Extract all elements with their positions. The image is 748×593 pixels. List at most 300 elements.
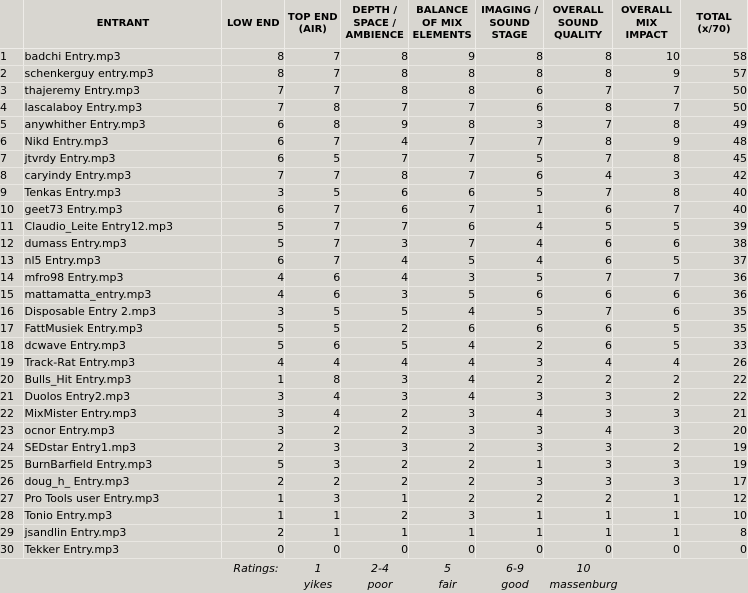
table-row [0, 338, 748, 355]
top-end-cell: 1 [285, 525, 341, 542]
rating-value: 1 [314, 562, 322, 575]
imaging-cell: 3 [476, 355, 544, 372]
top-end-cell: 4 [285, 355, 341, 372]
low-end-cell: 6 [222, 134, 285, 151]
impact-cell: 3 [613, 423, 681, 440]
top-end-cell: 7 [285, 168, 341, 185]
depth-cell: 4 [341, 355, 409, 372]
top-end-cell: 7 [285, 134, 341, 151]
top-end-cell: 2 [285, 423, 341, 440]
low-end-cell: 2 [222, 525, 285, 542]
impact-cell: 1 [613, 491, 681, 508]
rating-word: poor [367, 578, 393, 591]
depth-cell: 8 [341, 168, 409, 185]
rank-cell: 16 [0, 304, 24, 321]
impact-cell: 2 [613, 389, 681, 406]
impact-cell: 7 [613, 270, 681, 287]
balance-cell: 7 [409, 202, 476, 219]
depth-cell: 7 [341, 151, 409, 168]
entrant-cell: schenkerguy entry.mp3 [24, 66, 222, 83]
quality-cell: 2 [544, 372, 613, 389]
table-row [0, 168, 748, 185]
depth-cell: 3 [341, 236, 409, 253]
table-row [0, 525, 748, 542]
balance-cell: 5 [409, 287, 476, 304]
quality-cell: 4 [544, 355, 613, 372]
quality-cell: 7 [544, 117, 613, 134]
low-end-cell: 8 [222, 66, 285, 83]
ratings-label: Ratings: [233, 562, 279, 575]
quality-cell: 6 [544, 236, 613, 253]
imaging-cell: 2 [476, 372, 544, 389]
total-cell: 22 [681, 389, 748, 406]
entrant-cell: jtvrdy Entry.mp3 [24, 151, 222, 168]
impact-cell: 9 [613, 66, 681, 83]
header-quality: OVERALL SOUND QUALITY [544, 0, 613, 49]
rating-word: good [501, 578, 529, 591]
depth-cell: 3 [341, 389, 409, 406]
top-end-cell: 0 [285, 542, 341, 559]
entrant-cell: Nikd Entry.mp3 [24, 134, 222, 151]
total-cell: 50 [681, 83, 748, 100]
imaging-cell: 3 [476, 389, 544, 406]
rank-cell: 4 [0, 100, 24, 117]
table-row [0, 355, 748, 372]
imaging-cell: 0 [476, 542, 544, 559]
balance-cell: 7 [409, 236, 476, 253]
rank-cell: 26 [0, 474, 24, 491]
balance-cell: 4 [409, 338, 476, 355]
impact-cell: 3 [613, 406, 681, 423]
total-cell: 17 [681, 474, 748, 491]
impact-cell: 7 [613, 202, 681, 219]
table-row [0, 542, 748, 559]
rank-cell: 7 [0, 151, 24, 168]
imaging-cell: 6 [476, 83, 544, 100]
imaging-cell: 7 [476, 134, 544, 151]
rank-cell: 25 [0, 457, 24, 474]
table-row [0, 423, 748, 440]
depth-cell: 6 [341, 185, 409, 202]
imaging-cell: 6 [476, 321, 544, 338]
rank-cell: 30 [0, 542, 24, 559]
rank-cell: 13 [0, 253, 24, 270]
table-row [0, 491, 748, 508]
imaging-cell: 4 [476, 219, 544, 236]
imaging-cell: 4 [476, 236, 544, 253]
impact-cell: 3 [613, 474, 681, 491]
quality-cell: 6 [544, 321, 613, 338]
table-body [0, 49, 748, 559]
impact-cell: 9 [613, 134, 681, 151]
rating-word: massenburg [549, 578, 618, 591]
rank-cell: 18 [0, 338, 24, 355]
entrant-cell: lascalaboy Entry.mp3 [24, 100, 222, 117]
total-cell: 58 [681, 49, 748, 66]
balance-cell: 6 [409, 185, 476, 202]
table-row [0, 49, 748, 66]
table-row [0, 508, 748, 525]
entrant-cell: Duolos Entry2.mp3 [24, 389, 222, 406]
rank-cell: 22 [0, 406, 24, 423]
low-end-cell: 1 [222, 372, 285, 389]
depth-cell: 4 [341, 134, 409, 151]
imaging-cell: 6 [476, 100, 544, 117]
low-end-cell: 5 [222, 219, 285, 236]
quality-cell: 1 [544, 508, 613, 525]
depth-cell: 5 [341, 304, 409, 321]
total-cell: 36 [681, 270, 748, 287]
table-row [0, 219, 748, 236]
imaging-cell: 2 [476, 338, 544, 355]
balance-cell: 2 [409, 457, 476, 474]
top-end-cell: 6 [285, 270, 341, 287]
low-end-cell: 3 [222, 389, 285, 406]
entrant-cell: geet73 Entry.mp3 [24, 202, 222, 219]
balance-cell: 1 [409, 525, 476, 542]
balance-cell: 2 [409, 491, 476, 508]
top-end-cell: 8 [285, 100, 341, 117]
balance-cell: 3 [409, 406, 476, 423]
depth-cell: 6 [341, 202, 409, 219]
top-end-cell: 7 [285, 219, 341, 236]
impact-cell: 2 [613, 440, 681, 457]
quality-cell: 3 [544, 457, 613, 474]
table-row [0, 474, 748, 491]
quality-cell: 2 [544, 491, 613, 508]
entrant-cell: jsandlin Entry.mp3 [24, 525, 222, 542]
rank-cell: 20 [0, 372, 24, 389]
total-cell: 45 [681, 151, 748, 168]
impact-cell: 3 [613, 168, 681, 185]
depth-cell: 2 [341, 423, 409, 440]
total-cell: 49 [681, 117, 748, 134]
rank-cell: 12 [0, 236, 24, 253]
balance-cell: 8 [409, 117, 476, 134]
top-end-cell: 4 [285, 389, 341, 406]
imaging-cell: 4 [476, 253, 544, 270]
depth-cell: 1 [341, 525, 409, 542]
header-impact: OVERALL MIX IMPACT [613, 0, 681, 49]
entrant-cell: caryindy Entry.mp3 [24, 168, 222, 185]
total-cell: 39 [681, 219, 748, 236]
top-end-cell: 4 [285, 406, 341, 423]
rating-value: 5 [444, 562, 451, 575]
table-row [0, 457, 748, 474]
imaging-cell: 6 [476, 287, 544, 304]
quality-cell: 7 [544, 83, 613, 100]
entrant-cell: FattMusiek Entry.mp3 [24, 321, 222, 338]
quality-cell: 8 [544, 66, 613, 83]
entrant-cell: badchi Entry.mp3 [24, 49, 222, 66]
imaging-cell: 3 [476, 117, 544, 134]
low-end-cell: 7 [222, 168, 285, 185]
rating-value: 10 [576, 562, 591, 575]
low-end-cell: 3 [222, 406, 285, 423]
entrant-cell: thajeremy Entry.mp3 [24, 83, 222, 100]
top-end-cell: 2 [285, 474, 341, 491]
rank-cell: 1 [0, 49, 24, 66]
balance-cell: 5 [409, 253, 476, 270]
entrant-cell: dumass Entry.mp3 [24, 236, 222, 253]
low-end-cell: 3 [222, 185, 285, 202]
low-end-cell: 4 [222, 270, 285, 287]
entrant-cell: dcwave Entry.mp3 [24, 338, 222, 355]
rank-cell: 24 [0, 440, 24, 457]
header-imaging: IMAGING / SOUND STAGE [476, 0, 544, 49]
depth-cell: 2 [341, 457, 409, 474]
entrant-cell: Disposable Entry 2.mp3 [24, 304, 222, 321]
low-end-cell: 6 [222, 253, 285, 270]
impact-cell: 3 [613, 457, 681, 474]
table-row [0, 100, 748, 117]
total-cell: 22 [681, 372, 748, 389]
table-row [0, 185, 748, 202]
depth-cell: 8 [341, 83, 409, 100]
low-end-cell: 5 [222, 321, 285, 338]
quality-cell: 4 [544, 423, 613, 440]
depth-cell: 2 [341, 474, 409, 491]
balance-cell: 7 [409, 168, 476, 185]
imaging-cell: 4 [476, 406, 544, 423]
impact-cell: 2 [613, 372, 681, 389]
entrant-cell: Claudio_Leite Entry12.mp3 [24, 219, 222, 236]
imaging-cell: 3 [476, 440, 544, 457]
total-cell: 0 [681, 542, 748, 559]
quality-cell: 7 [544, 185, 613, 202]
header-depth: DEPTH / SPACE / AMBIENCE [341, 0, 409, 49]
header-top_end: TOP END (AIR) [285, 0, 341, 49]
rank-cell: 21 [0, 389, 24, 406]
low-end-cell: 8 [222, 49, 285, 66]
total-cell: 37 [681, 253, 748, 270]
top-end-cell: 7 [285, 66, 341, 83]
quality-cell: 6 [544, 338, 613, 355]
top-end-cell: 6 [285, 338, 341, 355]
header-row [0, 0, 748, 49]
imaging-cell: 3 [476, 423, 544, 440]
table-row [0, 66, 748, 83]
top-end-cell: 5 [285, 185, 341, 202]
total-cell: 26 [681, 355, 748, 372]
balance-cell: 2 [409, 440, 476, 457]
top-end-cell: 8 [285, 372, 341, 389]
imaging-cell: 5 [476, 151, 544, 168]
entrant-cell: Tekker Entry.mp3 [24, 542, 222, 559]
impact-cell: 8 [613, 185, 681, 202]
low-end-cell: 6 [222, 117, 285, 134]
impact-cell: 5 [613, 219, 681, 236]
depth-cell: 1 [341, 491, 409, 508]
top-end-cell: 7 [285, 236, 341, 253]
top-end-cell: 3 [285, 457, 341, 474]
entrant-cell: Tonio Entry.mp3 [24, 508, 222, 525]
balance-cell: 8 [409, 66, 476, 83]
low-end-cell: 6 [222, 202, 285, 219]
low-end-cell: 2 [222, 440, 285, 457]
balance-cell: 4 [409, 355, 476, 372]
entrant-cell: mfro98 Entry.mp3 [24, 270, 222, 287]
depth-cell: 7 [341, 100, 409, 117]
rank-cell: 11 [0, 219, 24, 236]
header-total: TOTAL (x/70) [681, 0, 748, 49]
impact-cell: 7 [613, 83, 681, 100]
table-row [0, 270, 748, 287]
imaging-cell: 1 [476, 508, 544, 525]
depth-cell: 4 [341, 253, 409, 270]
impact-cell: 1 [613, 508, 681, 525]
total-cell: 48 [681, 134, 748, 151]
rank-cell: 5 [0, 117, 24, 134]
rank-cell: 14 [0, 270, 24, 287]
balance-cell: 2 [409, 474, 476, 491]
total-cell: 50 [681, 100, 748, 117]
total-cell: 12 [681, 491, 748, 508]
impact-cell: 6 [613, 236, 681, 253]
entrant-cell: MixMister Entry.mp3 [24, 406, 222, 423]
entrant-cell: SEDstar Entry1.mp3 [24, 440, 222, 457]
impact-cell: 5 [613, 253, 681, 270]
quality-cell: 1 [544, 525, 613, 542]
quality-cell: 6 [544, 202, 613, 219]
entrant-cell: Track-Rat Entry.mp3 [24, 355, 222, 372]
balance-cell: 4 [409, 372, 476, 389]
rank-cell: 10 [0, 202, 24, 219]
rating-word: yikes [303, 578, 333, 591]
impact-cell: 4 [613, 355, 681, 372]
rank-cell: 17 [0, 321, 24, 338]
impact-cell: 1 [613, 525, 681, 542]
rank-cell: 29 [0, 525, 24, 542]
balance-cell: 4 [409, 389, 476, 406]
impact-cell: 5 [613, 321, 681, 338]
table-row [0, 202, 748, 219]
low-end-cell: 5 [222, 236, 285, 253]
balance-cell: 7 [409, 100, 476, 117]
balance-cell: 6 [409, 219, 476, 236]
rank-cell: 6 [0, 134, 24, 151]
depth-cell: 0 [341, 542, 409, 559]
imaging-cell: 1 [476, 202, 544, 219]
rank-cell: 8 [0, 168, 24, 185]
low-end-cell: 1 [222, 508, 285, 525]
quality-cell: 7 [544, 151, 613, 168]
quality-cell: 6 [544, 287, 613, 304]
total-cell: 40 [681, 202, 748, 219]
depth-cell: 2 [341, 406, 409, 423]
imaging-cell: 5 [476, 270, 544, 287]
rank-cell: 3 [0, 83, 24, 100]
top-end-cell: 3 [285, 440, 341, 457]
quality-cell: 4 [544, 168, 613, 185]
balance-cell: 6 [409, 321, 476, 338]
depth-cell: 9 [341, 117, 409, 134]
low-end-cell: 5 [222, 338, 285, 355]
total-cell: 21 [681, 406, 748, 423]
impact-cell: 10 [613, 49, 681, 66]
quality-cell: 7 [544, 270, 613, 287]
depth-cell: 8 [341, 49, 409, 66]
table-row [0, 406, 748, 423]
balance-cell: 4 [409, 304, 476, 321]
entrant-cell: doug_h_ Entry.mp3 [24, 474, 222, 491]
total-cell: 8 [681, 525, 748, 542]
entrant-cell: nl5 Entry.mp3 [24, 253, 222, 270]
balance-cell: 3 [409, 423, 476, 440]
top-end-cell: 7 [285, 202, 341, 219]
low-end-cell: 2 [222, 474, 285, 491]
entrant-cell: BurnBarfield Entry.mp3 [24, 457, 222, 474]
quality-cell: 5 [544, 219, 613, 236]
top-end-cell: 5 [285, 304, 341, 321]
quality-cell: 6 [544, 253, 613, 270]
quality-cell: 3 [544, 406, 613, 423]
table-row [0, 287, 748, 304]
rank-cell: 19 [0, 355, 24, 372]
total-cell: 20 [681, 423, 748, 440]
imaging-cell: 8 [476, 66, 544, 83]
top-end-cell: 6 [285, 287, 341, 304]
table-row [0, 134, 748, 151]
balance-cell: 7 [409, 151, 476, 168]
rank-cell: 9 [0, 185, 24, 202]
depth-cell: 2 [341, 508, 409, 525]
balance-cell: 0 [409, 542, 476, 559]
rank-cell: 23 [0, 423, 24, 440]
imaging-cell: 2 [476, 491, 544, 508]
depth-cell: 7 [341, 219, 409, 236]
low-end-cell: 1 [222, 491, 285, 508]
entrant-cell: ocnor Entry.mp3 [24, 423, 222, 440]
impact-cell: 8 [613, 117, 681, 134]
depth-cell: 3 [341, 287, 409, 304]
imaging-cell: 8 [476, 49, 544, 66]
total-cell: 40 [681, 185, 748, 202]
table-row [0, 304, 748, 321]
rank-cell: 27 [0, 491, 24, 508]
entrant-cell: Tenkas Entry.mp3 [24, 185, 222, 202]
table-row [0, 389, 748, 406]
low-end-cell: 5 [222, 457, 285, 474]
low-end-cell: 4 [222, 287, 285, 304]
impact-cell: 6 [613, 287, 681, 304]
total-cell: 35 [681, 304, 748, 321]
low-end-cell: 6 [222, 151, 285, 168]
quality-cell: 3 [544, 389, 613, 406]
table-row [0, 83, 748, 100]
imaging-cell: 1 [476, 457, 544, 474]
entrant-cell: Bulls_Hit Entry.mp3 [24, 372, 222, 389]
total-cell: 35 [681, 321, 748, 338]
balance-cell: 3 [409, 508, 476, 525]
top-end-cell: 1 [285, 508, 341, 525]
low-end-cell: 3 [222, 304, 285, 321]
table-row [0, 117, 748, 134]
top-end-cell: 5 [285, 151, 341, 168]
low-end-cell: 7 [222, 83, 285, 100]
quality-cell: 8 [544, 100, 613, 117]
entrant-cell: mattamatta_entry.mp3 [24, 287, 222, 304]
ratings-legend [0, 557, 748, 593]
quality-cell: 3 [544, 474, 613, 491]
balance-cell: 7 [409, 134, 476, 151]
rank-cell: 15 [0, 287, 24, 304]
rating-value: 6-9 [506, 562, 524, 575]
quality-cell: 8 [544, 49, 613, 66]
entrant-cell: anywhither Entry.mp3 [24, 117, 222, 134]
impact-cell: 6 [613, 304, 681, 321]
low-end-cell: 7 [222, 100, 285, 117]
